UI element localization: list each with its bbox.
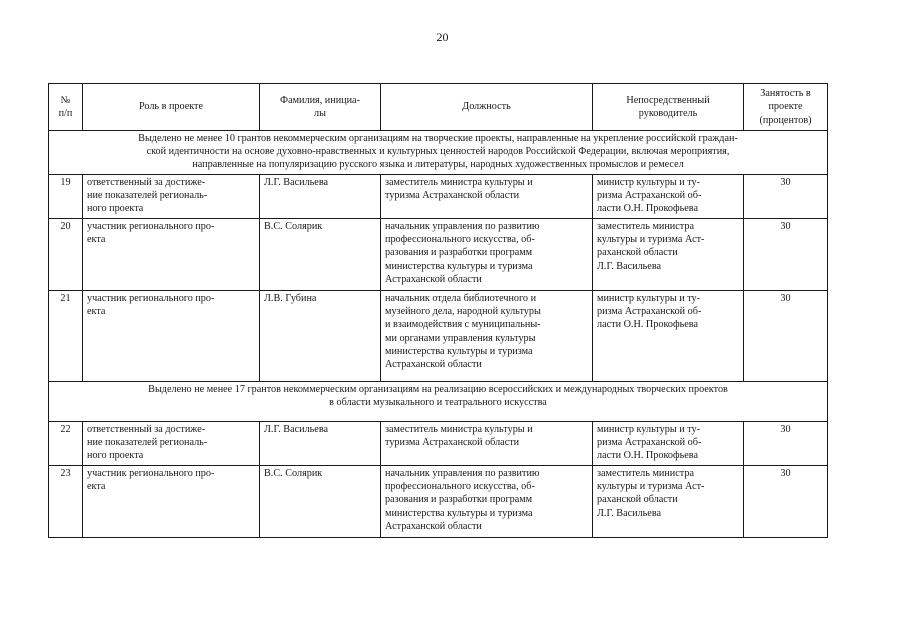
header-employment: Занятость в проекте (процентов): [744, 84, 828, 131]
table-row: [49, 422, 828, 466]
table-row: [49, 219, 828, 291]
project-roles-table: [48, 83, 828, 538]
table-row: [49, 466, 828, 538]
header-row: [49, 84, 828, 131]
row-role: участник регионального про- екта: [83, 219, 260, 291]
row-employment: 30: [744, 219, 828, 291]
row-employment: 30: [744, 422, 828, 466]
row-position: заместитель министра культуры и туризма Астраханской области: [381, 175, 593, 219]
page-number: 20: [436, 30, 449, 44]
row-num: 19: [49, 175, 83, 219]
row-name: Л.Г. Васильева: [260, 175, 381, 219]
row-num: 21: [49, 291, 83, 382]
row-position: начальник управления по развитию профессионального искусства, об- разования и разработки программ министерства культуры и туризма Астраханской области: [381, 219, 593, 291]
row-role: ответственный за достиже- ние показателей региональ- ного проекта: [83, 422, 260, 466]
row-employment: 30: [744, 466, 828, 538]
row-num: 22: [49, 422, 83, 466]
row-role: участник регионального про- екта: [83, 466, 260, 538]
table-row: [49, 175, 828, 219]
section-row: [49, 382, 828, 422]
row-name: Л.Г. Васильева: [260, 422, 381, 466]
row-name: Л.В. Губина: [260, 291, 381, 382]
row-role: ответственный за достиже- ние показателей региональ- ного проекта: [83, 175, 260, 219]
row-position: заместитель министра культуры и туризма Астраханской области: [381, 422, 593, 466]
header-position: Должность: [381, 84, 593, 131]
row-supervisor: заместитель министра культуры и туризма Аст- раханской области Л.Г. Васильева: [593, 219, 744, 291]
row-num: 20: [49, 219, 83, 291]
row-name: В.С. Солярик: [260, 466, 381, 538]
header-role: Роль в проекте: [83, 84, 260, 131]
row-position: начальник отдела библиотечного и музейного дела, народной культуры и взаимодействия с муниципальны- ми органами управления культуры министерства культуры и туризма Астраханской области: [381, 291, 593, 382]
row-role: участник регионального про- екта: [83, 291, 260, 382]
section-title: Выделено не менее 10 грантов некоммерческим организациям на творческие проекты, направленные на укрепление российской граждан- ской идентичности на основе духовно-нравственных и культурных ценностей народов Российской Федерации, включая мероприятия, направленные на популяризацию русского языка и литературы, народных художественных промыслов и ремесел: [49, 131, 828, 175]
section-title: Выделено не менее 17 грантов некоммерческим организациям на реализацию всероссийских и международных творческих проектов в области музыкального и театрального искусства: [49, 382, 828, 422]
table-row: [49, 291, 828, 382]
row-supervisor: заместитель министра культуры и туризма Аст- раханской области Л.Г. Васильева: [593, 466, 744, 538]
row-supervisor: министр культуры и ту- ризма Астраханской об- ласти О.Н. Прокофьева: [593, 291, 744, 382]
row-name: В.С. Солярик: [260, 219, 381, 291]
header-name: Фамилия, инициа- лы: [260, 84, 381, 131]
header-num: № п/п: [49, 84, 83, 131]
row-num: 23: [49, 466, 83, 538]
header-supervisor: Непосредственный руководитель: [593, 84, 744, 131]
row-supervisor: министр культуры и ту- ризма Астраханской об- ласти О.Н. Прокофьева: [593, 422, 744, 466]
row-supervisor: министр культуры и ту- ризма Астраханской об- ласти О.Н. Прокофьева: [593, 175, 744, 219]
row-employment: 30: [744, 291, 828, 382]
row-employment: 30: [744, 175, 828, 219]
row-position: начальник управления по развитию профессионального искусства, об- разования и разработки программ министерства культуры и туризма Астраханской области: [381, 466, 593, 538]
section-row: [49, 131, 828, 175]
